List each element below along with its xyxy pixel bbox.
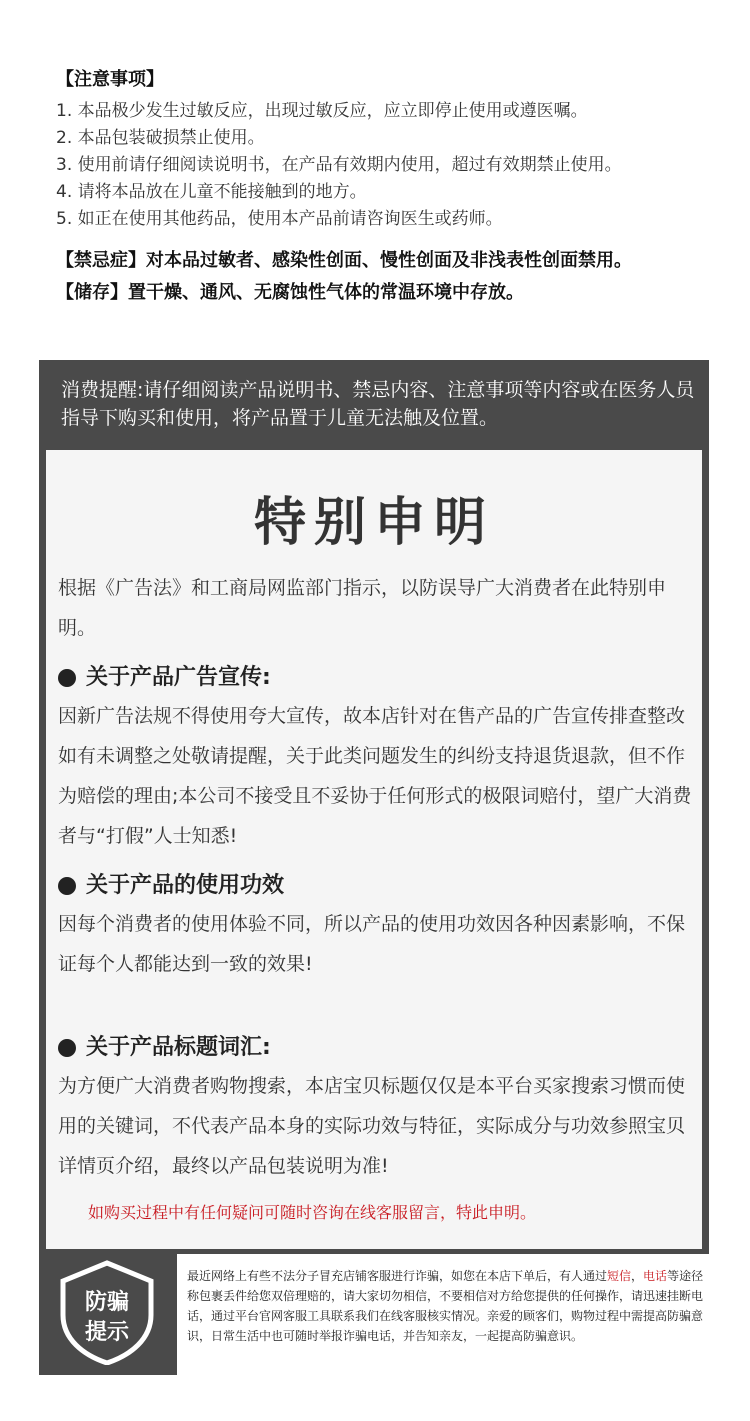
- anti-fraud-badge-line1: 防骗: [84, 1290, 130, 1315]
- precautions-list: [56, 98, 716, 233]
- sms-highlight: 短信: [607, 1269, 632, 1283]
- shield-icon: [57, 1259, 157, 1365]
- precaution-item: 2. 本品包装破损禁止使用。: [56, 128, 265, 148]
- precaution-item: 1. 本品极少发生过敏反应，出现过敏反应，应立即停止使用或遵医嘱。: [56, 101, 588, 121]
- anti-fraud-text-part: ，: [631, 1269, 644, 1283]
- consumer-reminder: 消费提醒:请仔细阅读产品说明书、禁忌内容、注意事项等内容或在医务人员指导下购买和使用，将产品置于儿童无法触及位置。: [61, 379, 695, 429]
- anti-fraud-text: [187, 1266, 707, 1346]
- section-heading-advertising: [58, 660, 694, 696]
- special-statement-card: [46, 450, 702, 1249]
- bullet-icon: [58, 1039, 76, 1057]
- customer-service-note: 如购买过程中有任何疑问可随时咨询在线客服留言，特此申明。: [88, 1203, 537, 1222]
- bullet-icon: [58, 669, 76, 687]
- statement-intro: 根据《广告法》和工商局网监部门指示，以防误导广大消费者在此特别申明。: [58, 577, 667, 639]
- precautions-title: 【注意事项】: [56, 69, 164, 90]
- section-heading-text: 关于产品广告宣传:: [86, 665, 271, 690]
- section-heading-text: 关于产品标题词汇:: [86, 1035, 271, 1060]
- precautions-section: [56, 66, 716, 309]
- section-heading-text: 关于产品的使用功效: [86, 873, 285, 898]
- storage-text: 【储存】置干燥、通风、无腐蚀性气体的常温环境中存放。: [56, 282, 524, 303]
- precaution-item: 4. 请将本品放在儿童不能接触到的地方。: [56, 182, 367, 202]
- section-body-efficacy: 因每个消费者的使用体验不同，所以产品的使用功效因各种因素影响，不保证每个人都能达到一致的效果!: [58, 913, 686, 975]
- precaution-item: 3. 使用前请仔细阅读说明书，在产品有效期内使用，超过有效期禁止使用。: [56, 155, 622, 175]
- section-heading-efficacy: [58, 868, 694, 904]
- anti-fraud-text-part: 等途径称包裹丢件给您双倍理赔的，请大家切勿相信，不要相信对方给您提供的任何操作，请迅速挂断电话，通过平台官网客服工具联系我们在线客服核实情况。亲爱的顾客们，购物过程中需提高防骗意识，日常生活中也可随时举报诈骗电话，并告知亲友，一起提高防骗意识。: [187, 1269, 704, 1343]
- anti-fraud-banner: [39, 1249, 709, 1375]
- statement-title: 特别申明: [253, 493, 494, 553]
- section-body-title-terms: 为方便广大消费者购物搜索，本店宝贝标题仅仅是本平台买家搜索习惯而使用的关键词，不代表产品本身的实际功效与特征，实际成分与功效参照宝贝详情页介绍，最终以产品包装说明为准!: [58, 1075, 686, 1177]
- anti-fraud-text-box: [177, 1254, 709, 1375]
- phone-highlight: 电话: [643, 1269, 668, 1283]
- statement-body: [58, 568, 694, 1228]
- statement-panel: [39, 360, 709, 1375]
- section-body-advertising: 因新广告法规不得使用夸大宣传，故本店针对在售产品的广告宣传排查整改如有未调整之处敬请提醒，关于此类问题发生的纠纷支持退货退款，但不作为赔偿的理由;本公司不接受且不妥协于任何形式的极限词赔付，望广大消费者与“打假”人士知悉!: [58, 705, 692, 847]
- section-heading-title-terms: [58, 1030, 694, 1066]
- precaution-item: 5. 如正在使用其他药品，使用本产品前请咨询医生或药师。: [56, 209, 503, 229]
- anti-fraud-text-part: 最近网络上有些不法分子冒充店铺客服进行诈骗，如您在本店下单后，有人通过: [187, 1269, 608, 1283]
- bullet-icon: [58, 877, 76, 895]
- anti-fraud-badge-line2: 提示: [84, 1320, 130, 1345]
- contraindication-text: 【禁忌症】对本品过敏者、感染性创面、慢性创面及非浅表性创面禁用。: [56, 250, 632, 271]
